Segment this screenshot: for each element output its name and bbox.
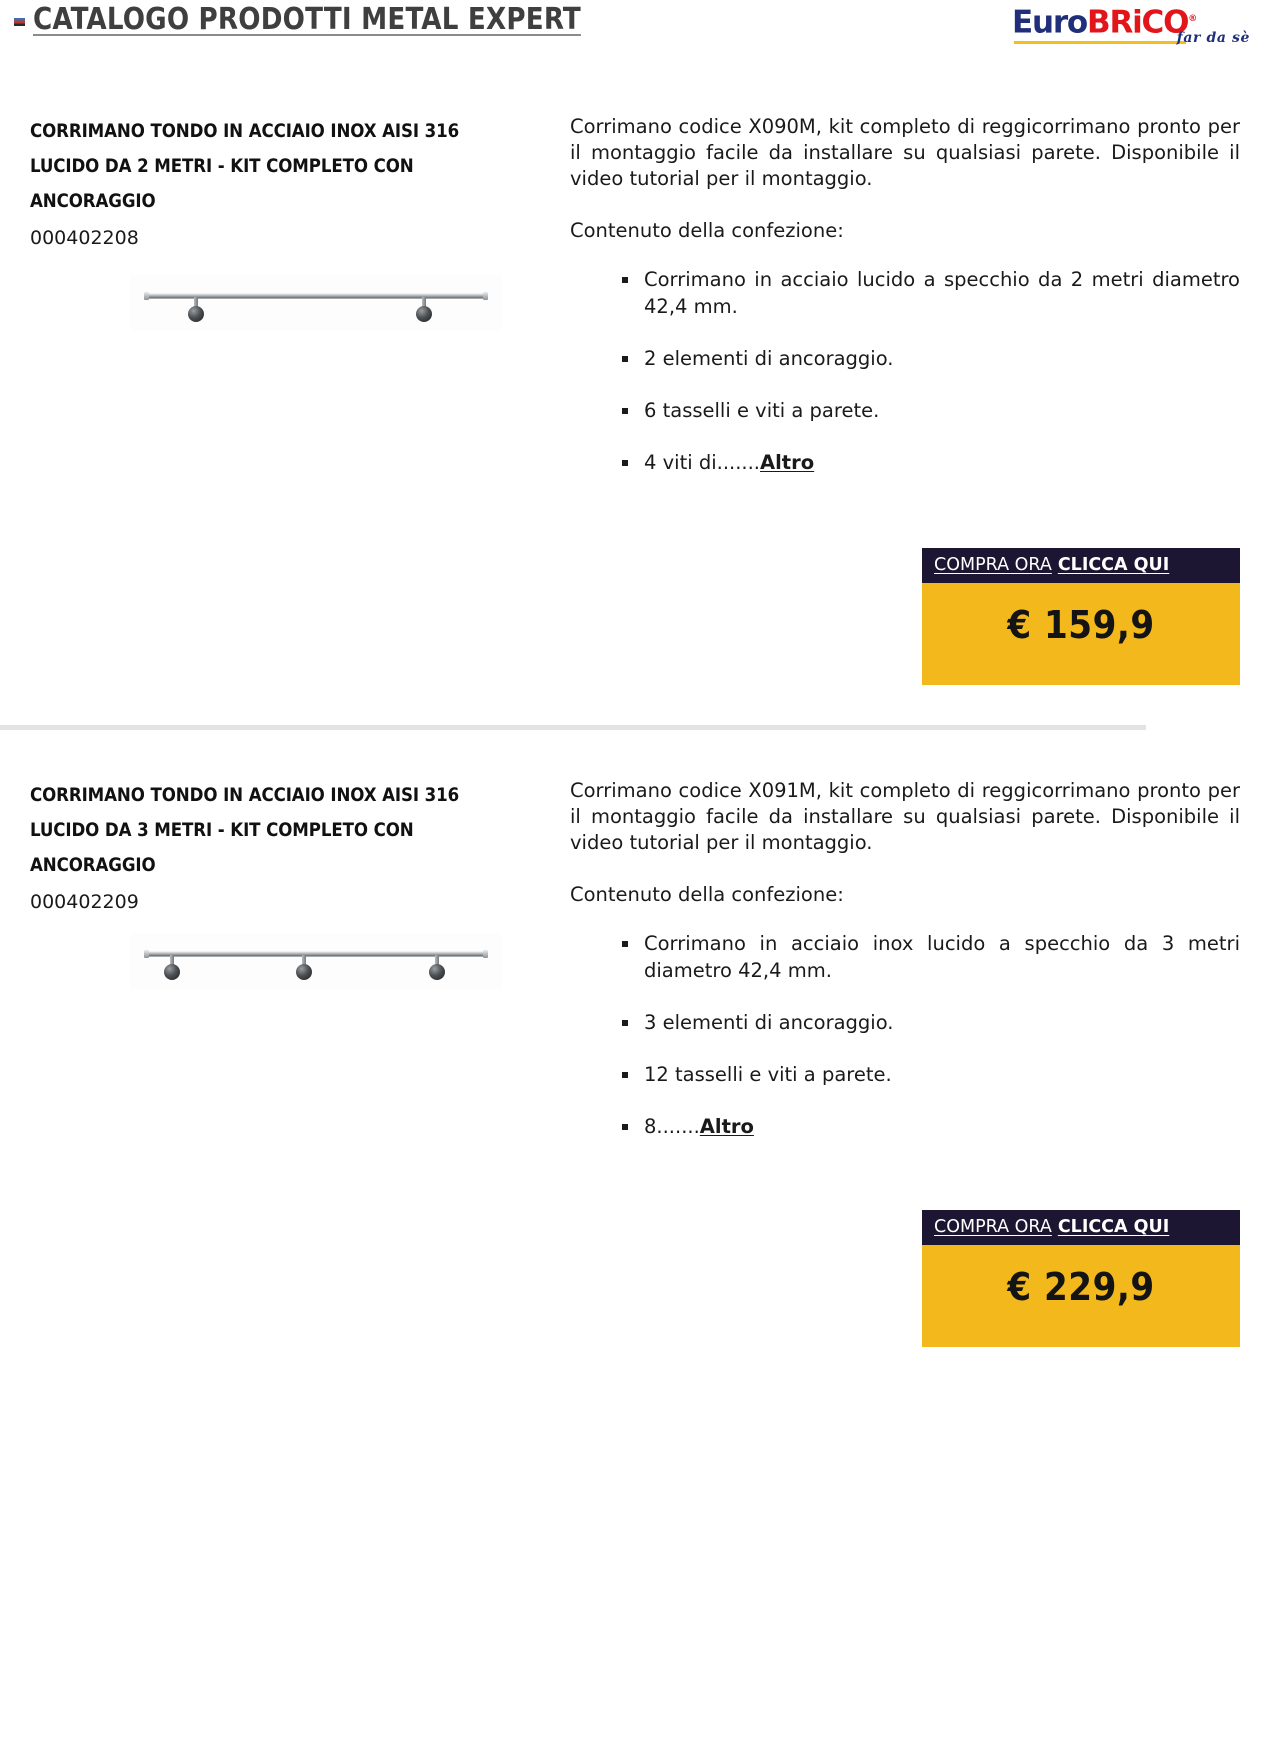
product-right-column	[560, 778, 1252, 1347]
price-value: € 229,9	[1007, 1265, 1155, 1309]
price-value: € 159,9	[1007, 603, 1155, 647]
product-card	[0, 778, 1280, 1347]
product-card	[0, 114, 1280, 685]
price-badge-wrapper	[570, 548, 1240, 685]
package-contents-list	[570, 266, 1240, 476]
list-item-text: 12 tasselli e viti a parete.	[644, 1063, 892, 1086]
list-item	[622, 345, 1240, 372]
buy-now-badge[interactable]	[922, 1210, 1240, 1347]
handrail-bar-shape	[148, 951, 484, 957]
list-item	[622, 1061, 1240, 1088]
product-image	[130, 933, 502, 989]
logo-wordmark	[1012, 2, 1197, 39]
show-more-link[interactable]: Altro	[760, 451, 815, 474]
buy-now-label[interactable]: COMPRA ORA	[934, 1217, 1052, 1237]
square-bullet-icon	[14, 18, 25, 26]
logo-text-brico: BRiCO	[1087, 4, 1189, 41]
product-code: 000402208	[30, 227, 139, 249]
list-item-text: 3 elementi di ancoraggio.	[644, 1011, 894, 1034]
header-title-group	[14, 2, 598, 37]
eurobrico-logo	[1012, 2, 1252, 54]
product-title: CORRIMANO TONDO IN ACCIAIO INOX AISI 316 LUCIDO DA 2 METRI - KIT COMPLETO CON ANCORAGGIO	[30, 121, 460, 212]
list-item-text: 4 viti di.......	[644, 451, 761, 474]
handrail-end-cap-right-icon	[483, 292, 488, 300]
handrail-bracket-icon	[422, 297, 426, 308]
product-image	[130, 275, 502, 331]
list-item-text: Corrimano in acciaio inox lucido a specchio da 3 metri diametro 42,4 mm.	[644, 932, 1240, 982]
handrail-bracket-icon	[302, 955, 306, 966]
page-header	[0, 0, 1280, 62]
product-left-column	[0, 114, 560, 685]
product-code: 000402209	[30, 891, 139, 913]
list-item-text: 8.......	[644, 1115, 700, 1138]
package-contents-list	[570, 930, 1240, 1140]
click-here-label[interactable]: CLICCA QUI	[1057, 1217, 1170, 1237]
list-item-text: Corrimano in acciaio lucido a specchio da 2 metri diametro 42,4 mm.	[644, 268, 1240, 318]
list-item	[622, 1009, 1240, 1036]
price-area	[922, 583, 1240, 685]
logo-underline-bar	[1014, 41, 1186, 44]
product-description: Corrimano codice X091M, kit completo di reggicorrimano pronto per il montaggio facile da installare su qualsiasi parete. Disponibile il video tutorial per il montaggio.	[570, 779, 1240, 854]
logo-text-euro: Euro	[1012, 4, 1088, 41]
click-here-label[interactable]: CLICCA QUI	[1057, 555, 1170, 575]
buy-now-badge[interactable]	[922, 548, 1240, 685]
list-item	[622, 397, 1240, 424]
buy-now-header[interactable]	[922, 1210, 1240, 1245]
handrail-bracket-icon	[170, 955, 174, 966]
handrail-bar-shape	[148, 293, 484, 299]
list-item-text: 6 tasselli e viti a parete.	[644, 399, 880, 422]
price-badge-wrapper	[570, 1210, 1240, 1347]
list-item-text: 2 elementi di ancoraggio.	[644, 347, 894, 370]
buy-now-label[interactable]: COMPRA ORA	[934, 555, 1052, 575]
package-contents-label: Contenuto della confezione:	[570, 883, 844, 906]
product-left-column	[0, 778, 560, 1347]
section-divider	[0, 725, 1146, 730]
handrail-bracket-icon	[435, 955, 439, 966]
price-area	[922, 1245, 1240, 1347]
package-contents-label: Contenuto della confezione:	[570, 219, 844, 242]
handrail-end-cap-right-icon	[483, 950, 488, 958]
logo-tagline: far da sè	[1176, 30, 1250, 46]
buy-now-header[interactable]	[922, 548, 1240, 583]
handrail-end-cap-left-icon	[144, 950, 149, 958]
product-title: CORRIMANO TONDO IN ACCIAIO INOX AISI 316 LUCIDO DA 3 METRI - KIT COMPLETO CON ANCORAGGIO	[30, 785, 460, 876]
show-more-link[interactable]: Altro	[699, 1115, 754, 1138]
list-item	[622, 930, 1240, 984]
handrail-bracket-icon	[194, 297, 198, 308]
product-right-column	[560, 114, 1252, 685]
product-description: Corrimano codice X090M, kit completo di reggicorrimano pronto per il montaggio facile da installare su qualsiasi parete. Disponibile il video tutorial per il montaggio.	[570, 115, 1240, 190]
list-item	[622, 449, 1240, 476]
handrail-end-cap-left-icon	[144, 292, 149, 300]
page-title: CATALOGO PRODOTTI METAL EXPERT	[33, 2, 581, 37]
registered-trademark-icon: ®	[1188, 14, 1198, 24]
list-item	[622, 266, 1240, 320]
list-item	[622, 1113, 1240, 1140]
